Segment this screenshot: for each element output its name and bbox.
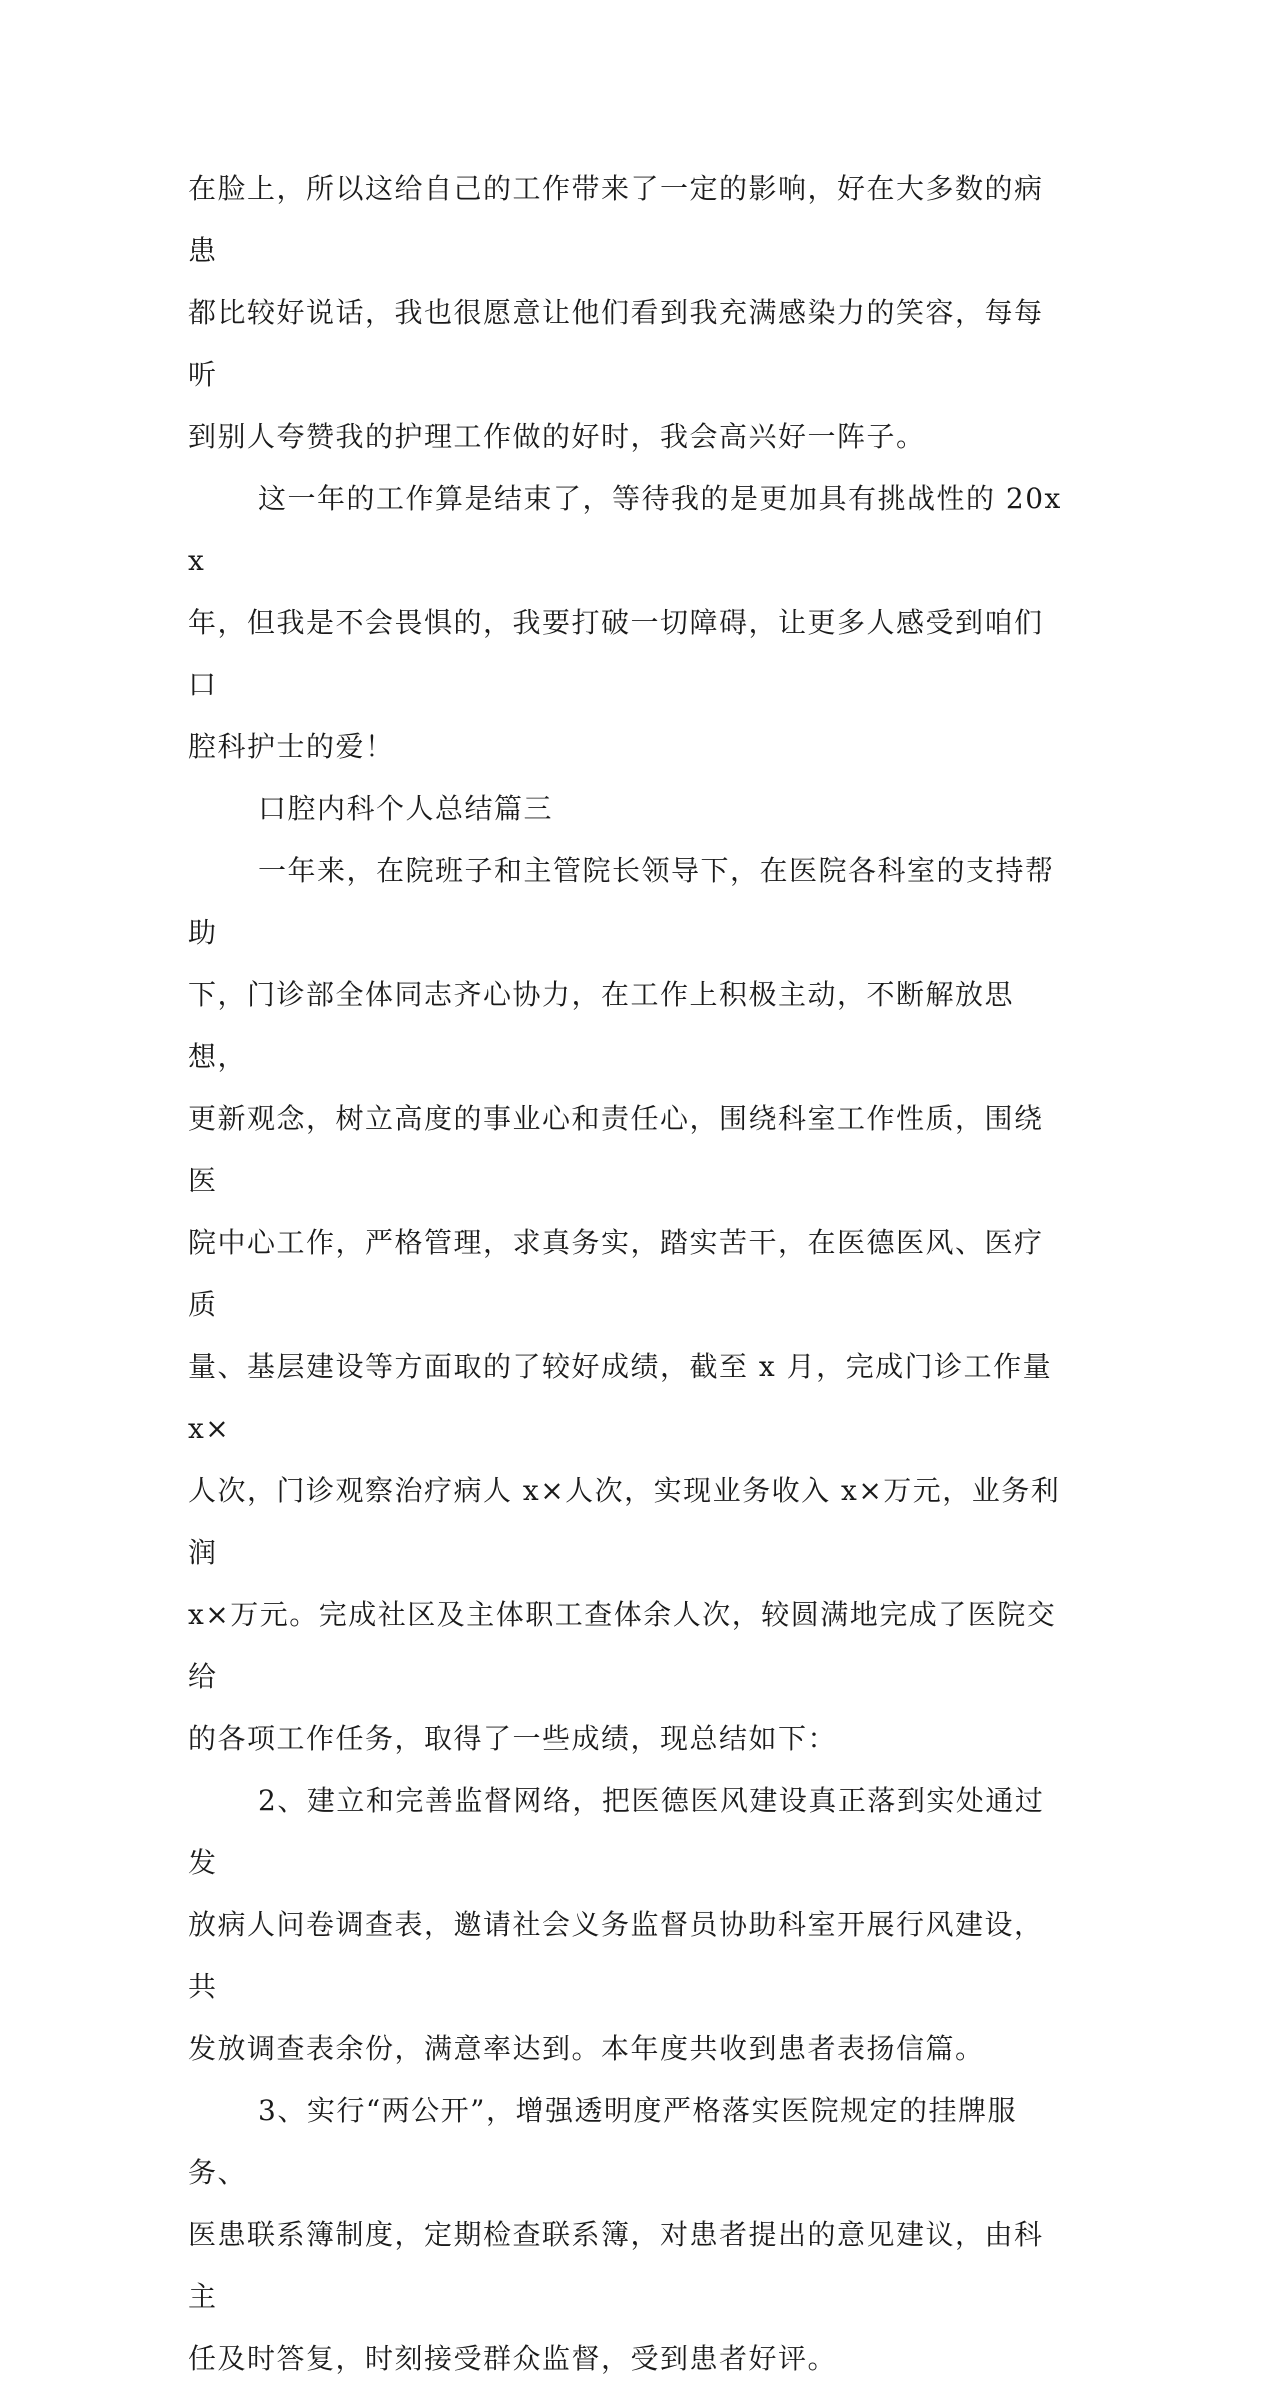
paragraph-continuation: 在脸上，所以这给自己的工作带来了一定的影响，好在大多数的病患 都比较好说话，我也很愿意让他们看到我充满感染力的笑容，每每听 到别人夸赞我的护理工作做的好时，我会高兴好一阵子。 <box>188 172 1044 453</box>
document-body <box>188 158 1068 2390</box>
paragraph-item-3: 3、实行“两公开”，增强透明度严格落实医院规定的挂牌服务、 医患联系簿制度，定期检查联系簿，对患者提出的意见建议，由科主 任及时答复，时刻接受群众监督，受到患者好评。 <box>188 2094 1044 2375</box>
paragraph-annual-summary: 一年来，在院班子和主管院长领导下，在医院各科室的支持帮助 下，门诊部全体同志齐心协力，在工作上积极主动，不断解放思想， 更新观念，树立高度的事业心和责任心，围绕科室工作性质，围绕医 院中心工作，严格管理，求真务实，踏实苦干，在医德医风、医疗质 量、基层建设等方面取的了较好成绩，截至 x 月，完成门诊工作量 x× 人次，门诊观察治疗病人 x×人次，实现业务收入 x×万元，业务利润 x×万元。完成社区及主体职工查体余人次，较圆满地完成了医院交给 的各项工作任务，取得了一些成绩，现总结如下： <box>188 854 1061 1755</box>
paragraph-item-2: 2、建立和完善监督网络，把医德医风建设真正落到实处通过发 放病人问卷调查表，邀请社会义务监督员协助科室开展行风建设，共 发放调查表余份，满意率达到。本年度共收到患者表扬信篇。 <box>188 1784 1045 2065</box>
paragraph-year-end: 这一年的工作算是结束了，等待我的是更加具有挑战性的 20xx 年，但我是不会畏惧的，我要打破一切障碍，让更多人感受到咱们口 腔科护士的爱！ <box>188 482 1062 763</box>
section-heading: 口腔内科个人总结篇三 <box>258 792 554 825</box>
